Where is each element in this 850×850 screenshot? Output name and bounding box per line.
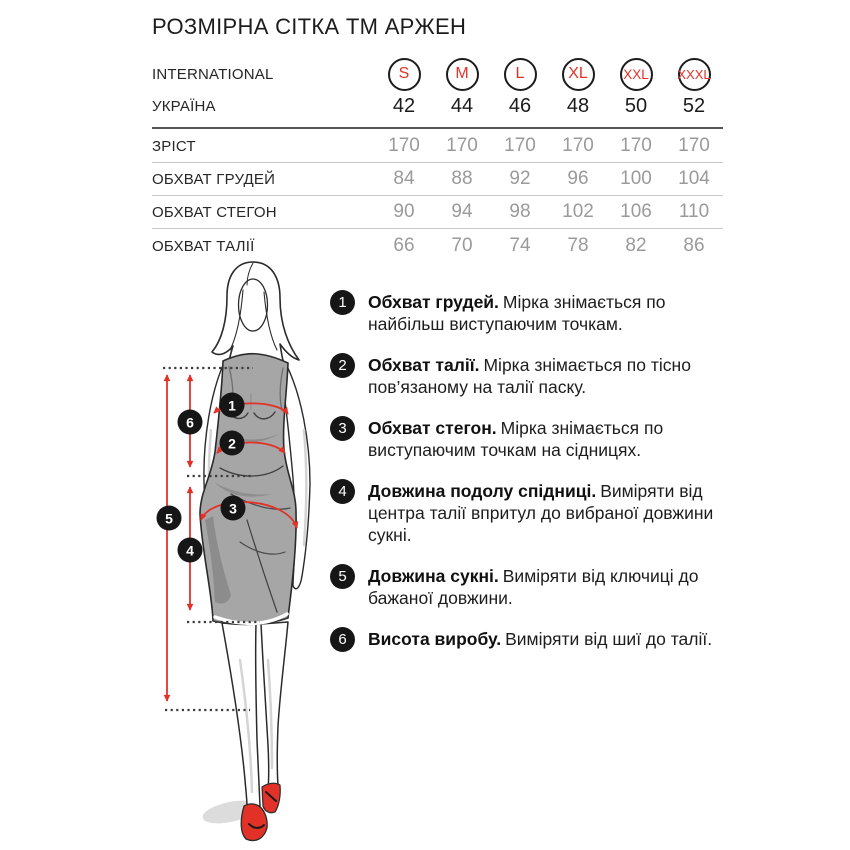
size-cell <box>665 58 723 91</box>
divider <box>152 127 723 129</box>
table-value: 94 <box>451 201 473 222</box>
svg-text:3: 3 <box>229 500 237 517</box>
table-row-chest <box>152 167 723 191</box>
guide-term: Обхват талії. <box>368 355 480 375</box>
guide-item-1 <box>330 291 724 335</box>
guide-item-4 <box>330 480 724 546</box>
ukraine-size: 48 <box>566 94 590 117</box>
table-value: 104 <box>678 168 710 189</box>
figure-marker-3 <box>221 496 246 521</box>
guide-number-badge: 5 <box>330 564 355 589</box>
table-value: 96 <box>567 168 589 189</box>
guide-desc: Мірка знімається по тісно пов’язаному на талії паску. <box>368 355 691 397</box>
guide-item-5 <box>330 565 724 609</box>
guide-desc: Виміряти від шиї до талії. <box>505 629 713 649</box>
size-circle-xxxl: XXXL <box>678 58 711 91</box>
table-row-hips <box>152 200 723 224</box>
guide-text <box>368 565 720 609</box>
guide-desc: Мірка знімається по виступаючим точкам на сідницях. <box>368 418 664 460</box>
guide-term: Довжина сукні. <box>368 566 499 586</box>
figure-marker-2 <box>220 431 245 456</box>
size-cell <box>607 58 665 91</box>
table-value: 170 <box>504 135 536 156</box>
table-value: 88 <box>451 168 473 189</box>
guide-number-badge: 3 <box>330 416 355 441</box>
table-value: 92 <box>509 168 531 189</box>
ukraine-size: 46 <box>508 94 532 117</box>
guide-item-6 <box>330 628 724 652</box>
guide-term: Довжина подолу спідниці. <box>368 481 597 501</box>
guide-text <box>368 291 720 335</box>
guide-number-badge: 6 <box>330 627 355 652</box>
svg-text:6: 6 <box>186 414 194 431</box>
row-label: ОБХВАТ ГРУДЕЙ <box>152 170 276 188</box>
size-circle-xl: XL <box>562 58 595 91</box>
international-label: INTERNATIONAL <box>152 65 274 83</box>
ukraine-size: 42 <box>392 94 416 117</box>
divider <box>152 162 723 163</box>
row-label: ОБХВАТ СТЕГОН <box>152 203 277 221</box>
woman-sketch <box>200 262 310 841</box>
guide-item-2 <box>330 354 724 398</box>
table-value: 74 <box>509 235 531 256</box>
divider <box>152 195 723 196</box>
guide-item-3 <box>330 417 724 461</box>
guide-text <box>368 417 720 461</box>
table-value: 86 <box>683 235 705 256</box>
size-circle-xxl: XXL <box>620 58 653 91</box>
table-value: 66 <box>393 235 415 256</box>
table-value: 70 <box>451 235 473 256</box>
ukraine-size: 52 <box>682 94 706 117</box>
size-cell <box>491 58 549 91</box>
guide-desc: Виміряти від ключиці до бажаної довжини. <box>368 566 699 608</box>
svg-text:2: 2 <box>228 435 236 452</box>
ukraine-label: УКРАЇНА <box>152 97 216 115</box>
row-label: ЗРІСТ <box>152 137 196 155</box>
guide-text <box>368 628 720 652</box>
size-cell <box>433 58 491 91</box>
table-value: 110 <box>678 201 710 222</box>
table-row-waist <box>152 234 723 258</box>
size-cell <box>549 58 607 91</box>
figure-marker-5 <box>157 506 182 531</box>
table-value: 170 <box>446 135 478 156</box>
figure-marker-4 <box>178 538 203 563</box>
table-value: 106 <box>620 201 652 222</box>
figure-marker-6 <box>178 410 203 435</box>
size-circle-m: M <box>446 58 479 91</box>
measuring-guide-list <box>330 291 724 671</box>
svg-text:5: 5 <box>165 510 173 527</box>
table-value: 98 <box>509 201 531 222</box>
svg-text:1: 1 <box>228 397 236 414</box>
table-value: 84 <box>393 168 415 189</box>
table-value: 78 <box>567 235 589 256</box>
guide-number-badge: 1 <box>330 290 355 315</box>
guide-desc: Виміряти від центра талії впритул до вибраної довжини сукні. <box>368 481 714 545</box>
front-shoe <box>241 804 267 841</box>
table-value: 102 <box>562 201 594 222</box>
guide-number-badge: 4 <box>330 479 355 504</box>
back-shoe <box>262 783 280 812</box>
svg-text:4: 4 <box>186 542 194 559</box>
table-value: 100 <box>620 168 652 189</box>
row-label: ОБХВАТ ТАЛІЇ <box>152 237 255 255</box>
guide-number-badge: 2 <box>330 353 355 378</box>
table-value: 170 <box>562 135 594 156</box>
table-row-height <box>152 134 723 158</box>
divider <box>152 228 723 229</box>
guide-term: Висота виробу. <box>368 629 502 649</box>
size-circle-l: L <box>504 58 537 91</box>
table-value: 170 <box>678 135 710 156</box>
guide-text <box>368 480 720 546</box>
size-circle-s: S <box>388 58 421 91</box>
size-table-international-row <box>152 57 723 91</box>
guide-term: Обхват грудей. <box>368 292 499 312</box>
ukraine-size: 44 <box>450 94 474 117</box>
page-title: РОЗМІРНА СІТКА ТМ АРЖЕН <box>152 14 467 39</box>
ukraine-size: 50 <box>624 94 648 117</box>
guide-term: Обхват стегон. <box>368 418 497 438</box>
table-value: 170 <box>388 135 420 156</box>
size-table-ukraine-row <box>152 94 723 118</box>
size-cell <box>375 58 433 91</box>
guide-desc: Мірка знімається по найбільш виступаючим точкам. <box>368 292 666 334</box>
table-value: 82 <box>625 235 647 256</box>
table-value: 170 <box>620 135 652 156</box>
table-value: 90 <box>393 201 415 222</box>
guide-text <box>368 354 720 398</box>
figure-marker-1 <box>220 393 245 418</box>
